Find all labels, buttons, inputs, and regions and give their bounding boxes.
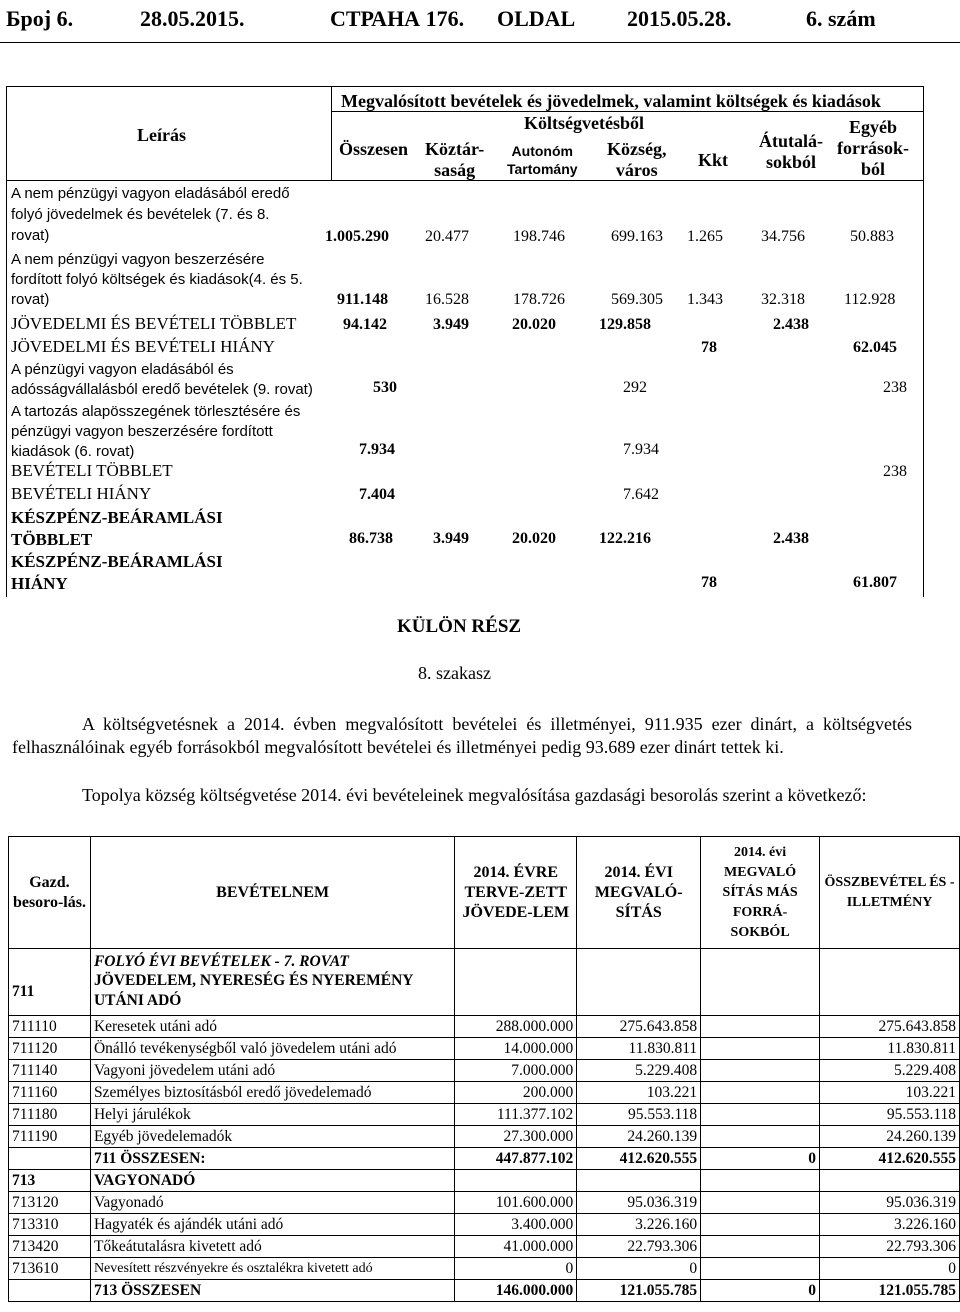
cell-total: 24.260.139 [820, 1126, 960, 1148]
cell-other: 0 [701, 1280, 820, 1302]
cell-name: Egyéb jövedelemadók [90, 1126, 454, 1148]
table-row [9, 1236, 960, 1258]
cell-code: 711180 [9, 1104, 91, 1126]
cell-kkt: 1.343 [687, 291, 723, 308]
cell-kozseg: 699.163 [611, 228, 663, 245]
cell-kozseg: 129.858 [599, 316, 651, 333]
header-real: 2014. ÉVI MEGVALÓ-SÍTÁS [577, 837, 701, 949]
cell-name: Hagyaték és ajándék utáni adó [90, 1214, 454, 1236]
col-group-header: Megvalósított bevételek és jövedelmek, valamint költségek és kiadások [341, 91, 881, 111]
section-title: KÜLÖN RÉSZ [397, 616, 522, 637]
cell-real: 11.830.811 [577, 1038, 701, 1060]
cell-name: Vagyonadó [90, 1192, 454, 1214]
summary-table [6, 86, 924, 597]
header-total: ÖSSZBEVÉTEL ÉS -ILLETMÉNY [820, 837, 960, 949]
table-row [9, 1038, 960, 1060]
row-label: KÉSZPÉNZ-BEÁRAMLÁSI TÖBBLET [11, 508, 223, 549]
cell-kozseg: 122.216 [599, 530, 651, 547]
cell-code: 711 [9, 949, 91, 1016]
cell-code [9, 1280, 91, 1302]
row-label: JÖVEDELMI ÉS BEVÉTELI TÖBBLET [11, 314, 297, 333]
cell-plan: 27.300.000 [455, 1126, 577, 1148]
cell-other [701, 949, 820, 1016]
cell-plan [455, 1170, 577, 1192]
cell-code: 711140 [9, 1060, 91, 1082]
section-heading: FOLYÓ ÉVI BEVÉTELEK - 7. ROVAT [93, 953, 349, 970]
col-desc-header: Leírás [137, 125, 186, 145]
table-row [9, 1126, 960, 1148]
cell-real: 5.229.408 [577, 1060, 701, 1082]
cell-real: 412.620.555 [577, 1148, 701, 1170]
cell-egyeb: 50.883 [850, 228, 894, 245]
cell-republic: 20.477 [425, 228, 469, 245]
cell-total [820, 949, 960, 1016]
table-row [9, 1192, 960, 1214]
table-row [9, 1016, 960, 1038]
revenue-table [8, 836, 960, 1302]
table-row [9, 1214, 960, 1236]
cell-total: 911.148 [337, 291, 389, 308]
table-row [9, 1082, 960, 1104]
cell-real: 103.221 [577, 1082, 701, 1104]
cell-atutal: 34.756 [761, 228, 805, 245]
cell-code [9, 1148, 91, 1170]
revenue-table-body [9, 949, 960, 1302]
page-header [0, 0, 960, 43]
cell-total: 7.934 [359, 441, 395, 458]
header-sr-number: Број 6. [6, 6, 74, 31]
table-row [9, 1170, 960, 1192]
col-budget-header: Költségvetésből [524, 113, 644, 133]
cell-total: 530 [373, 379, 397, 396]
cell-other [701, 1192, 820, 1214]
cell-total: 95.036.319 [820, 1192, 960, 1214]
cell-plan: 101.600.000 [455, 1192, 577, 1214]
cell-total: 86.738 [349, 530, 393, 547]
col-atutal-header: Átutalá- sokból [759, 131, 823, 172]
row-label: BEVÉTELI HIÁNY [11, 484, 152, 503]
header-hu-date: 2015.05.28. [627, 6, 732, 31]
col-kozseg-header: Község, város [607, 139, 667, 180]
header-hu-number: 6. szám [806, 6, 876, 31]
cell-real: 275.643.858 [577, 1016, 701, 1038]
col-egyeb-header: Egyéb források- ból [837, 117, 909, 179]
cell-other: 0 [701, 1148, 820, 1170]
cell-real: 3.226.160 [577, 1214, 701, 1236]
table-row [9, 1104, 960, 1126]
cell-egyeb: 238 [883, 379, 907, 396]
cell-code: 713310 [9, 1214, 91, 1236]
cell-plan: 288.000.000 [455, 1016, 577, 1038]
cell-total: 0 [820, 1258, 960, 1280]
header-name: BEVÉTELNEM [90, 837, 454, 949]
cell-plan: 111.377.102 [455, 1104, 577, 1126]
col-total-header: Összesen [339, 139, 408, 159]
cell-atutal: 2.438 [773, 530, 809, 547]
cell-code: 713 [9, 1170, 91, 1192]
cell-real [577, 1170, 701, 1192]
cell-total: 412.620.555 [820, 1148, 960, 1170]
cell-other [701, 1060, 820, 1082]
cell-real: 22.793.306 [577, 1236, 701, 1258]
cell-other [701, 1126, 820, 1148]
cell-total: 5.229.408 [820, 1060, 960, 1082]
col-autonom-header: Autonóm Tartomány [507, 143, 578, 177]
section-subtitle: 8. szakasz [418, 663, 491, 683]
cell-name: Vagyoni jövedelem utáni adó [90, 1060, 454, 1082]
table-row [9, 949, 960, 1016]
cell-kkt: 78 [701, 339, 717, 356]
cell-code: 711110 [9, 1016, 91, 1038]
cell-other [701, 1214, 820, 1236]
cell-real: 0 [577, 1258, 701, 1280]
cell-name: 711 ÖSSZESEN: [90, 1148, 454, 1170]
table-row [9, 1060, 960, 1082]
col-republic-header: Köztár- saság [425, 139, 485, 180]
table-row [9, 1258, 960, 1280]
cell-plan: 146.000.000 [455, 1280, 577, 1302]
header-plan: 2014. ÉVRE TERVE-ZETT JÖVEDE-LEM [455, 837, 577, 949]
cell-kkt: 78 [701, 574, 717, 591]
row-label: A pénzügyi vagyon eladásából és adósságvállalásból eredő bevételek (9. rovat) [11, 361, 313, 398]
cell-total: 95.553.118 [820, 1104, 960, 1126]
cell-autonom: 198.746 [513, 228, 565, 245]
cell-plan: 3.400.000 [455, 1214, 577, 1236]
cell-name: Helyi járulékok [90, 1104, 454, 1126]
cell-total: 22.793.306 [820, 1236, 960, 1258]
cell-plan [455, 949, 577, 1016]
cell-other [701, 1236, 820, 1258]
cell-autonom: 178.726 [513, 291, 565, 308]
col-divider [331, 87, 332, 180]
cell-name: Nevesített részvényekre és osztalékra kivetett adó [90, 1258, 454, 1280]
cell-plan: 0 [455, 1258, 577, 1280]
cell-other [701, 1016, 820, 1038]
cell-name: Önálló tevékenységből való jövedelem utáni adó [90, 1038, 454, 1060]
cell-total: 7.404 [359, 486, 395, 503]
header-sr-page: СТРАНА 176. [330, 6, 465, 31]
cell-egyeb: 61.807 [853, 574, 897, 591]
cell-total: 11.830.811 [820, 1038, 960, 1060]
cell-kozseg: 7.642 [623, 486, 659, 503]
cell-name: Személyes biztosításból eredő jövedelemadó [90, 1082, 454, 1104]
cell-plan: 14.000.000 [455, 1038, 577, 1060]
cell-total: 3.226.160 [820, 1214, 960, 1236]
cell-other [701, 1258, 820, 1280]
cell-total: 1.005.290 [325, 228, 389, 245]
cell-total: 275.643.858 [820, 1016, 960, 1038]
cell-republic: 16.528 [425, 291, 469, 308]
cell-code: 713420 [9, 1236, 91, 1258]
header-hu-page: OLDAL [497, 6, 576, 31]
table-row [9, 1148, 960, 1170]
cell-plan: 447.877.102 [455, 1148, 577, 1170]
paragraph-2: Topolya község költségvetése 2014. évi bevételeinek megvalósítása gazdasági besorolás szerint a következő: [82, 785, 867, 805]
row-label: A nem pénzügyi vagyon beszerzésére fordított folyó költségek és kiadások(4. és 5. rovat) [11, 251, 303, 308]
cell-autonom: 20.020 [512, 530, 556, 547]
cell-other [701, 1038, 820, 1060]
cell-plan: 41.000.000 [455, 1236, 577, 1258]
cell-name [90, 949, 454, 1016]
cell-kozseg: 7.934 [623, 441, 659, 458]
cell-name: Tőkeátutalásra kivetett adó [90, 1236, 454, 1258]
cell-autonom: 20.020 [512, 316, 556, 333]
cell-kozseg: 569.305 [611, 291, 663, 308]
cell-total [820, 1170, 960, 1192]
cell-total: 94.142 [343, 316, 387, 333]
cell-atutal: 2.438 [773, 316, 809, 333]
cell-real: 95.553.118 [577, 1104, 701, 1126]
row-label: JÖVEDELMI ÉS BEVÉTELI HIÁNY [11, 337, 275, 356]
col-kkt-header: Kkt [698, 150, 729, 170]
cell-real: 24.260.139 [577, 1126, 701, 1148]
header-other: 2014. évi MEGVALÓ SÍTÁS MÁS FORRÁ-SOKBÓL [701, 837, 820, 949]
cell-code: 711120 [9, 1038, 91, 1060]
cell-code: 711190 [9, 1126, 91, 1148]
cell-real: 95.036.319 [577, 1192, 701, 1214]
cell-code: 713610 [9, 1258, 91, 1280]
cell-egyeb: 62.045 [853, 339, 897, 356]
row-label: A nem pénzügyi vagyon eladásából eredő folyó jövedelmek és bevételek (7. és 8. rovat) [11, 185, 290, 244]
cell-other [701, 1104, 820, 1126]
row-label: KÉSZPÉNZ-BEÁRAMLÁSI HIÁNY [11, 552, 223, 593]
cell-republic: 3.949 [433, 316, 469, 333]
cell-code: 713120 [9, 1192, 91, 1214]
cell-code: 711160 [9, 1082, 91, 1104]
cell-total: 103.221 [820, 1082, 960, 1104]
cell-atutal: 32.318 [761, 291, 805, 308]
table-row [9, 1280, 960, 1302]
row-label: A tartozás alapösszegének törlesztésére és pénzügyi vagyon beszerzésére fordított kiadások (6. rovat) [11, 403, 301, 460]
cell-total: 121.055.785 [820, 1280, 960, 1302]
cell-other [701, 1170, 820, 1192]
cell-kkt: 1.265 [687, 228, 723, 245]
header-code: Gazd. besoro-lás. [9, 837, 91, 949]
cell-real: 121.055.785 [577, 1280, 701, 1302]
cell-name: VAGYONADÓ [90, 1170, 454, 1192]
cell-republic: 3.949 [433, 530, 469, 547]
cell-plan: 7.000.000 [455, 1060, 577, 1082]
cell-name: 713 ÖSSZESEN [90, 1280, 454, 1302]
cell-plan: 200.000 [455, 1082, 577, 1104]
cell-name: Keresetek utáni adó [90, 1016, 454, 1038]
cell-other [701, 1082, 820, 1104]
row-name: JÖVEDELEM, NYERESÉG ÉS NYEREMÉNY UTÁNI ADÓ [93, 972, 413, 1009]
row-label: BEVÉTELI TÖBBLET [11, 461, 173, 480]
cell-real [577, 949, 701, 1016]
cell-egyeb: 238 [883, 463, 907, 480]
cell-egyeb: 112.928 [844, 291, 896, 308]
header-sr-date: 28.05.2015. [140, 6, 245, 31]
paragraph-1: A költségvetésnek a 2014. évben megvalósított bevételei és illetményei, 911.935 ezer dinárt, a költségvetés felhasználóinak egyéb forrásokból megvalósított bevételei és illetményei pedig 93.689 ezer dinárt tettek ki. [12, 714, 912, 757]
cell-kozseg: 292 [623, 379, 647, 396]
